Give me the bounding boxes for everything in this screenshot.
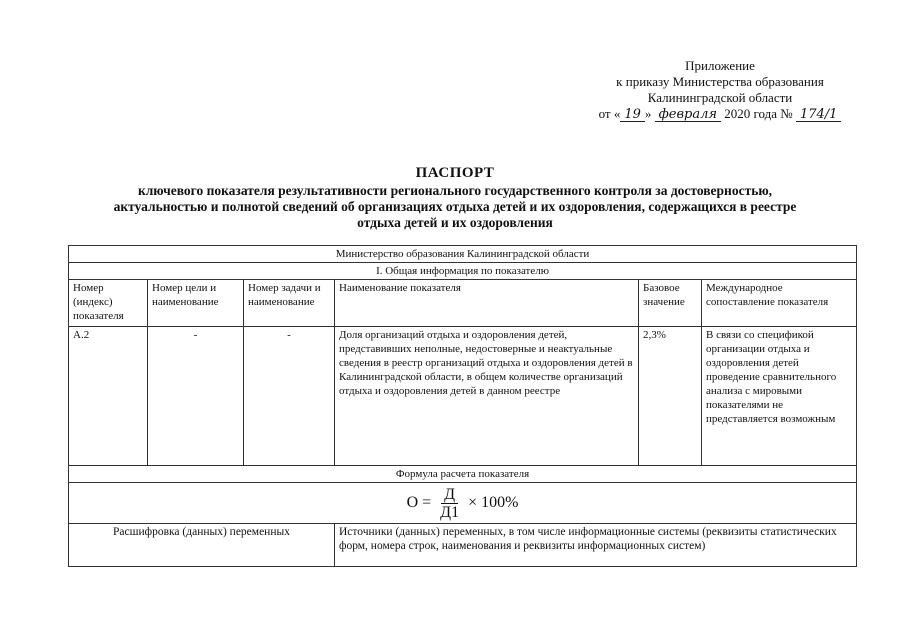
cell-task: - bbox=[244, 327, 335, 466]
formula-cell bbox=[69, 483, 857, 524]
header-name: Наименование показателя bbox=[335, 280, 639, 327]
cell-base: 2,3% bbox=[639, 327, 702, 466]
formula-denominator: Д1 bbox=[440, 503, 460, 521]
title-line-1: ключевого показателя результативности регионального государственного контроля за достоверностью, bbox=[137, 183, 773, 198]
header-number: Номер (индекс) показателя bbox=[69, 280, 148, 327]
header-base: Базовое значение bbox=[639, 280, 702, 327]
formula-numerator: Д bbox=[441, 486, 458, 504]
decode-row bbox=[69, 524, 857, 567]
passport-heading: ПАСПОРТ bbox=[415, 165, 495, 181]
order-date-line bbox=[560, 106, 880, 122]
header-goal: Номер цели и наименование bbox=[148, 280, 244, 327]
decode-variables: Расшифровка (данных) переменных bbox=[69, 524, 335, 567]
order-quote-close: » bbox=[644, 106, 652, 121]
order-year: 2020 года № bbox=[724, 106, 793, 121]
passport-table bbox=[68, 245, 857, 567]
appendix-title: Приложение bbox=[685, 58, 755, 73]
order-prefix: от « bbox=[598, 106, 621, 121]
title-line-2: актуальностью и полнотой сведений об организациях отдыха детей и их оздоровления, содержащихся в реестре bbox=[113, 199, 797, 214]
order-month-handwritten: февраля bbox=[655, 108, 721, 122]
cell-number: А.2 bbox=[69, 327, 148, 466]
formula-rhs: × 100% bbox=[468, 494, 519, 511]
cell-name: Доля организаций отдыха и оздоровления детей, представивших неполные, недостоверные и неактуальные сведения в реестр организаций отдыха и оздоровления детей в Калининградской области, в общем количестве организаций отдыха и оздоровления детей в данном реестре bbox=[335, 327, 639, 466]
formula-fraction bbox=[437, 486, 462, 521]
table-header-row bbox=[69, 280, 857, 327]
order-day-handwritten: 19 bbox=[620, 108, 645, 122]
formula-lhs: О = bbox=[406, 494, 432, 511]
document-title bbox=[60, 165, 850, 231]
table-row bbox=[69, 327, 857, 466]
formula-title: Формула расчета показателя bbox=[69, 466, 857, 483]
section-general-info: I. Общая информация по показателю bbox=[69, 263, 857, 280]
formula bbox=[407, 486, 519, 521]
appendix-block bbox=[560, 58, 880, 122]
order-number-handwritten: 174/1 bbox=[796, 108, 841, 122]
header-intl: Международное сопоставление показателя bbox=[702, 280, 857, 327]
appendix-region: Калининградской области bbox=[647, 90, 793, 105]
appendix-order-ref: к приказу Министерства образования bbox=[616, 74, 824, 89]
ministry-cell: Министерство образования Калининградской области bbox=[69, 246, 857, 263]
decode-sources: Источники (данных) переменных, в том числе информационные системы (реквизиты статистических форм, номера строк, наименования и реквизиты информационных систем) bbox=[335, 524, 857, 567]
cell-goal: - bbox=[148, 327, 244, 466]
header-task: Номер задачи и наименование bbox=[244, 280, 335, 327]
cell-intl: В связи со спецификой организации отдыха и оздоровления детей проведение сравнительного анализа с мировыми показателями не представляется возможным bbox=[702, 327, 857, 466]
title-line-3: отдыха детей и их оздоровления bbox=[357, 215, 553, 230]
